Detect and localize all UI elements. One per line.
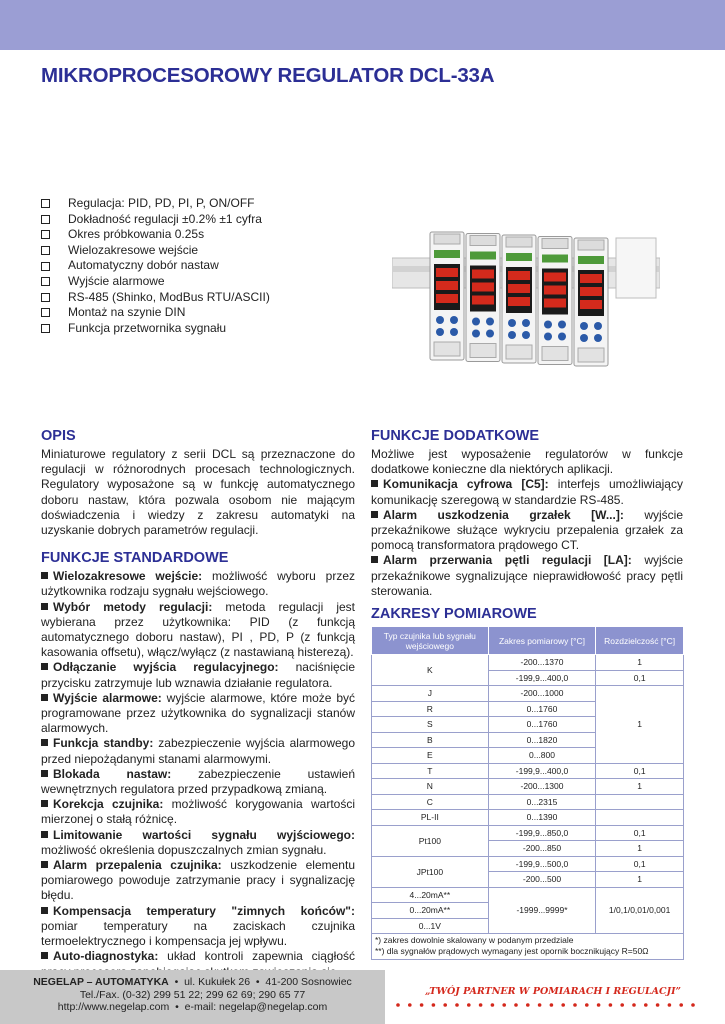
dot-icon (467, 1003, 471, 1007)
table-cell: 0...1820 (488, 732, 596, 748)
dot-icon (668, 1003, 672, 1007)
slogan: „TWÓJ PARTNER W POMIARACH I REGULACJI” (425, 986, 681, 997)
website-link[interactable]: http://www.negelap.com (57, 1001, 170, 1013)
list-item: Wielozakresowe wejście: możliwość wyboru przez użytkownika rodzaju sygnału wejściowego. (41, 569, 355, 599)
bottom-terminal-icon (470, 344, 496, 358)
square-bullet-icon (41, 694, 48, 701)
up-button-icon (472, 318, 480, 326)
list-item: Funkcja przetwornika sygnału (41, 321, 270, 337)
square-bullet-icon (41, 952, 48, 959)
list-item: Wybór metody regulacji: metoda regulacji jest wybierana przez użytkownika: PID (z funkcją automatycznego doboru nastaw), PI , PD, P (z funkcją kasowania offsetu), włącz/wyłącz (z nastawianą histerezą). (41, 599, 355, 660)
dot-icon (443, 1003, 447, 1007)
address: ul. Kukułek 26 (184, 976, 251, 988)
list-item: Funkcja standby: zabezpieczenie wyjścia alarmowego przed niepożądanymi stanami alarmowymi. (41, 736, 356, 766)
dot-icon (396, 1003, 400, 1007)
opis-heading: OPIS (41, 428, 76, 444)
table-row (372, 856, 684, 872)
list-item: Blokada nastaw: zabezpieczenie ustawień wewnętrznych regulatora przed przypadkową zmianą. (41, 766, 355, 797)
checkbox-bullet-icon (41, 230, 50, 239)
list-item: Alarm przepalenia czujnika: uszkodzenie elementu pomiarowego powoduje zatrzymanie pracy i sygnalizację błędu. (41, 858, 355, 903)
table-cell: C (372, 794, 489, 810)
list-item: Wyjście alarmowe (41, 274, 270, 290)
table-cell: K (372, 655, 489, 686)
footer-slogan-area (385, 970, 725, 1024)
dot-icon (632, 1003, 636, 1007)
email-link[interactable]: e-mail: negelap@negelap.com (184, 1001, 328, 1013)
table-row (372, 887, 684, 903)
dot-icon (420, 1003, 424, 1007)
table-cell: N (372, 779, 489, 795)
dot-icon (585, 1003, 589, 1007)
checkbox-bullet-icon (41, 293, 50, 302)
table-header-cell: Rozdzielczość [°C] (596, 627, 684, 655)
square-bullet-icon (41, 907, 48, 914)
table-cell: 1 (596, 686, 684, 764)
list-item: Okres próbkowania 0.25s (41, 227, 270, 243)
led-display-icon (472, 283, 494, 292)
bottom-terminal-icon (506, 345, 532, 359)
square-bullet-icon (41, 663, 48, 670)
table-cell: Pt100 (372, 825, 489, 856)
page-title: MIKROPROCESOROWY REGULATOR DCL-33A (41, 64, 495, 87)
led-display-icon (508, 284, 530, 293)
table-cell: 0...800 (488, 748, 596, 764)
table-cell: 0,1 (596, 825, 684, 841)
table-cell: 0...20mA** (372, 903, 489, 919)
led-display-icon (580, 274, 602, 283)
terminal-block-icon (542, 239, 568, 249)
end-clamp-icon (616, 238, 656, 298)
table-cell: S (372, 717, 489, 733)
table-cell: 0,1 (596, 856, 684, 872)
table-cell: 1 (596, 779, 684, 795)
terminal-block-icon (434, 234, 460, 244)
bottom-terminal-icon (434, 342, 460, 356)
led-display-icon (508, 297, 530, 306)
terminal-block-icon (578, 240, 604, 250)
product-image (392, 226, 660, 376)
checkbox-bullet-icon (41, 308, 50, 317)
table-cell (596, 794, 684, 810)
table-header-row (372, 627, 684, 655)
list-item: Automatyczny dobór nastaw (41, 258, 270, 274)
up-button-icon (508, 319, 516, 327)
table-row (372, 655, 684, 671)
table-cell: -199,9...400,0 (488, 670, 596, 686)
extra-intro: Możliwe jest wyposażenie regulatorów w funkcje dodatkowe konieczne dla niektórych aplikacji. (371, 447, 683, 477)
dot-icon (502, 1003, 506, 1007)
list-item: Komunikacja cyfrowa [C5]: interfejs umożliwiający komunikację szeregową w standardzie RS-485. (371, 477, 683, 507)
square-bullet-icon (41, 572, 48, 579)
bottom-terminal-icon (578, 348, 604, 362)
table-cell (596, 810, 684, 826)
dot-icon (408, 1003, 412, 1007)
table-cell: JPt100 (372, 856, 489, 887)
terminal-strip-icon (506, 253, 532, 261)
company-name: NEGELAP – AUTOMATYKA (33, 976, 169, 988)
dot-icon (550, 1003, 554, 1007)
phone: Tel./Fax. (0-32) 299 51 22; 299 62 69; 290 65 77 (79, 988, 306, 1001)
up-button-icon (544, 321, 552, 329)
dot-icon (491, 1003, 495, 1007)
dot-icon (679, 1003, 683, 1007)
footer (0, 970, 725, 1024)
note-text: **) dla sygnałów prądowych wymagany jest opornik bocznikujący R=50Ω (375, 946, 649, 956)
terminal-block-icon (470, 236, 496, 246)
table-cell: B (372, 732, 489, 748)
down-button-icon (580, 334, 588, 342)
led-display-icon (436, 281, 458, 290)
list-item: Wielozakresowe wejście (41, 243, 270, 259)
checkbox-bullet-icon (41, 215, 50, 224)
mode-button-icon (594, 322, 602, 330)
table-cell: 0,1 (596, 763, 684, 779)
dot-icon (479, 1003, 483, 1007)
table-header-cell: Typ czujnika lub sygnału wejściowego (372, 627, 489, 655)
checkbox-bullet-icon (41, 277, 50, 286)
dot-icon (620, 1003, 624, 1007)
standard-heading: FUNKCJE STANDARDOWE (41, 550, 229, 567)
square-bullet-icon (371, 556, 378, 563)
list-item: Alarm uszkodzenia grzałek [W...]: wyjście przekaźnikowe służące wykryciu przepalenia grzałek za pomocą transformatora prądowego CT. (371, 507, 684, 553)
led-display-icon (508, 271, 530, 280)
enter-button-icon (522, 331, 530, 339)
feature-list (41, 196, 270, 336)
led-display-icon (472, 270, 494, 279)
dot-icon (573, 1003, 577, 1007)
extra-section (371, 428, 683, 599)
square-bullet-icon (41, 603, 48, 610)
mode-button-icon (558, 321, 566, 329)
bottom-terminal-icon (542, 347, 568, 361)
table-header-cell: Zakres pomiarowy [°C] (488, 627, 596, 655)
down-button-icon (436, 328, 444, 336)
led-display-icon (580, 287, 602, 296)
table-cell: 0...1390 (488, 810, 596, 826)
opis-text: Miniaturowe regulatory z serii DCL są przeznaczone do regulacji w różnorodnych procesach technologicznych. Regulatory wyposażone są w funkcję automatycznego doboru nastaw, która pozwala osobom nie mającym doświadczenia i wiedzy z zakresu automatyki na uzyskanie dobrych parametrów regulacji. (41, 447, 355, 538)
dot-icon (514, 1003, 518, 1007)
square-bullet-icon (371, 511, 378, 518)
table-cell: 1 (596, 841, 684, 857)
table-cell: -1999...9999* (488, 887, 596, 934)
table-cell: -199,9...850,0 (488, 825, 596, 841)
checkbox-bullet-icon (41, 246, 50, 255)
list-item: Alarm przerwania pętli regulacji [LA]: wyjście przekaźnikowe sygnalizujące nieprawidłowość pracy pętli sterowania. (371, 553, 683, 598)
dot-divider (393, 1000, 703, 1010)
list-item: Dokładność regulacji ±0.2% ±1 cyfra (41, 212, 270, 228)
table-row (372, 779, 684, 795)
table-cell: 1/0,1/0,01/0,001 (596, 887, 684, 934)
extra-heading: FUNKCJE DODATKOWE (371, 428, 540, 444)
extra-list (371, 477, 683, 599)
led-display-icon (580, 300, 602, 309)
dot-icon (656, 1003, 660, 1007)
mode-button-icon (522, 319, 530, 327)
checkbox-bullet-icon (41, 199, 50, 208)
square-bullet-icon (41, 739, 48, 746)
terminal-strip-icon (434, 250, 460, 258)
list-item: Montaż na szynie DIN (41, 305, 270, 321)
table-row (372, 763, 684, 779)
table-cell: 0...1V (372, 918, 489, 934)
table-cell: -200...1300 (488, 779, 596, 795)
top-banner (0, 0, 725, 50)
up-button-icon (436, 316, 444, 324)
table-cell: 0...1760 (488, 701, 596, 717)
square-bullet-icon (41, 770, 48, 777)
square-bullet-icon (41, 800, 48, 807)
table-cell: R (372, 701, 489, 717)
down-button-icon (472, 330, 480, 338)
right-column (371, 428, 683, 611)
square-bullet-icon (41, 831, 48, 838)
footer-contact: NEGELAP – AUTOMATYKA • ul. Kukułek 26 • 41-200 Sosnowiec Tel./Fax. (0-32) 299 51 22; 299 62 69; 290 65 77 http://www.negelap.com • e-mail: negelap@negelap.com (0, 970, 385, 1024)
table-cell: 0...2315 (488, 794, 596, 810)
list-item: Odłączanie wyjścia regulacyjnego: naciśnięcie przycisku zatrzymuje lub wznawia działanie regulatora. (41, 660, 356, 690)
table-notes (371, 931, 684, 960)
led-display-icon (544, 286, 566, 295)
table-cell: J (372, 686, 489, 702)
table-cell: T (372, 763, 489, 779)
table-cell: E (372, 748, 489, 764)
up-button-icon (580, 322, 588, 330)
led-display-icon (436, 268, 458, 277)
list-item: Korekcja czujnika: możliwość korygowania wartości mierzonej o stałą różnicę. (41, 797, 356, 827)
ranges-table (371, 626, 684, 934)
table-cell: -200...1370 (488, 655, 596, 671)
led-display-icon (544, 273, 566, 282)
table-cell: 4...20mA** (372, 887, 489, 903)
terminal-strip-icon (470, 252, 496, 260)
dot-icon (597, 1003, 601, 1007)
list-item: Wyjście alarmowe: wyjście alarmowe, które może być programowane przez użytkownika do sygnalizacji stanów alarmowych. (41, 690, 356, 736)
mode-button-icon (486, 318, 494, 326)
table-row (372, 794, 684, 810)
note-text: *) zakres dowolnie skalowany w podanym przedziale (375, 935, 574, 945)
down-button-icon (508, 331, 516, 339)
list-item: Kompensacja temperatury "zimnych końców": pomiar temperatury na zaciskach czujnika termoelektrycznego i kompensacja jej wpływu. (41, 903, 355, 949)
dot-icon (538, 1003, 542, 1007)
table-row (372, 825, 684, 841)
led-display-icon (544, 299, 566, 308)
square-bullet-icon (41, 861, 48, 868)
list-item: Auto-diagnostyka: układ kontroli zapewnia ciągłość (41, 949, 355, 979)
city: 41-200 Sosnowiec (265, 976, 352, 988)
dot-icon (432, 1003, 436, 1007)
table-cell: -200...850 (488, 841, 596, 857)
left-column (41, 428, 355, 992)
ranges-heading: ZAKRESY POMIAROWE (371, 606, 537, 622)
checkbox-bullet-icon (41, 324, 50, 333)
enter-button-icon (594, 334, 602, 342)
dot-icon (526, 1003, 530, 1007)
list-item: Limitowanie wartości sygnału wyjściowego: możliwość określenia dopuszczalnych zmian sygnału. (41, 827, 355, 857)
checkbox-bullet-icon (41, 262, 50, 271)
mode-button-icon (450, 316, 458, 324)
standard-list (41, 569, 355, 979)
table-row (372, 686, 684, 702)
table-row (372, 810, 684, 826)
opis-section (41, 428, 355, 538)
dot-icon (609, 1003, 613, 1007)
table-cell: 0,1 (596, 670, 684, 686)
dot-icon (455, 1003, 459, 1007)
enter-button-icon (486, 330, 494, 338)
list-item: Regulacja: PID, PD, PI, P, ON/OFF (41, 196, 270, 212)
table-cell: PL-II (372, 810, 489, 826)
terminal-block-icon (506, 237, 532, 247)
led-display-icon (436, 294, 458, 303)
led-display-icon (472, 296, 494, 305)
square-bullet-icon (371, 480, 378, 487)
enter-button-icon (558, 333, 566, 341)
dot-icon (561, 1003, 565, 1007)
standard-section (41, 550, 355, 979)
dot-icon (691, 1003, 695, 1007)
table-cell: -199,9...500,0 (488, 856, 596, 872)
table-cell: -199,9...400,0 (488, 763, 596, 779)
table-cell: 1 (596, 872, 684, 888)
table-cell: 0...1760 (488, 717, 596, 733)
table-cell: -200...1000 (488, 686, 596, 702)
down-button-icon (544, 333, 552, 341)
enter-button-icon (450, 328, 458, 336)
terminal-strip-icon (578, 256, 604, 264)
terminal-strip-icon (542, 255, 568, 263)
list-item: RS-485 (Shinko, ModBus RTU/ASCII) (41, 290, 270, 306)
table-cell: -200...500 (488, 872, 596, 888)
table-cell: 1 (596, 655, 684, 671)
dot-icon (644, 1003, 648, 1007)
